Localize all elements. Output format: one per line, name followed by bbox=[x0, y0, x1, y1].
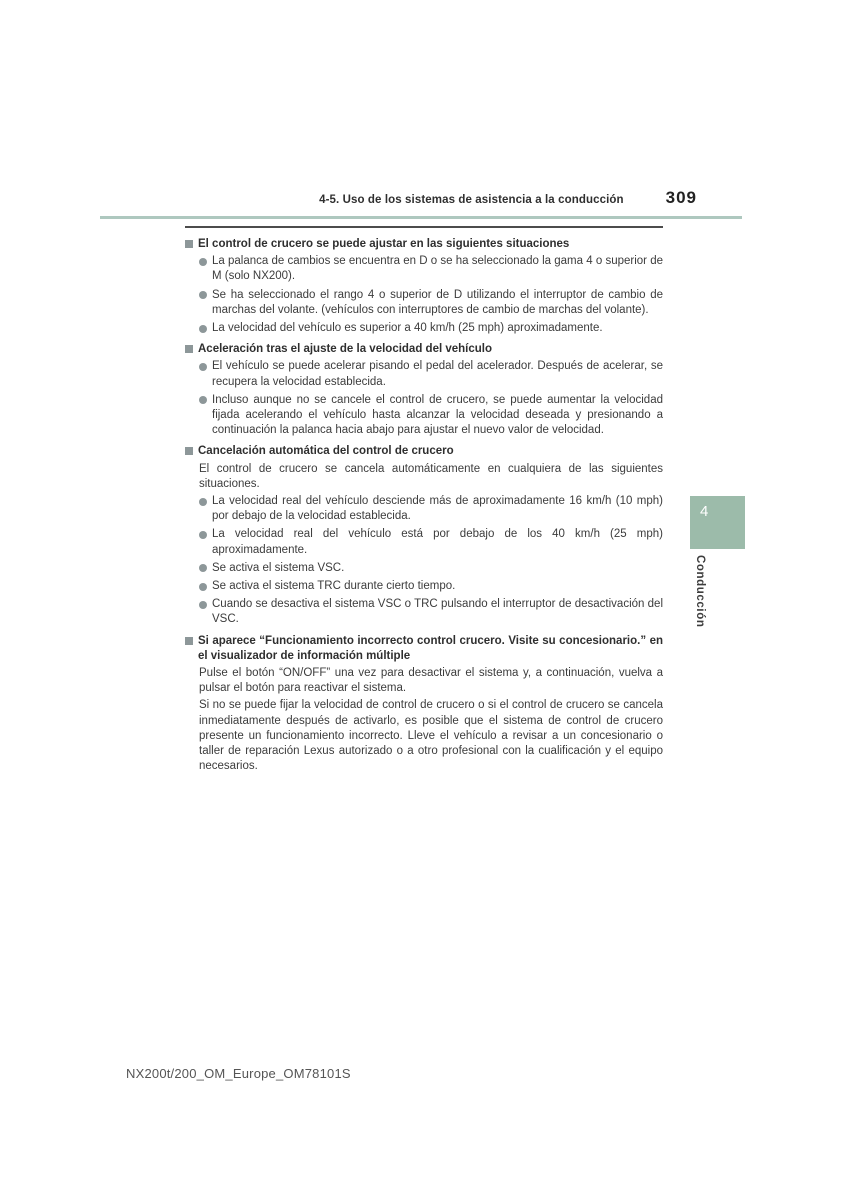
section-heading bbox=[185, 634, 663, 664]
list-item-text: La velocidad real del vehículo está por debajo de los 40 km/h (25 mph) aproximadamente. bbox=[212, 528, 663, 556]
page-header bbox=[319, 188, 697, 208]
content-top-rule bbox=[185, 226, 663, 228]
list-item-text: Cuando se desactiva el sistema VSC o TRC pulsando el interruptor de desactivación del VSC. bbox=[212, 598, 663, 626]
paragraph: Pulse el botón “ON/OFF” una vez para desactivar el sistema y, a continuación, vuelva a pulsar el botón para reactivar el sistema. bbox=[199, 667, 663, 695]
square-bullet-icon bbox=[185, 345, 193, 353]
list-item-text: La palanca de cambios se encuentra en D o se ha seleccionado la gama 4 o superior de M (solo NX200). bbox=[212, 255, 663, 283]
list-item-text: Se activa el sistema TRC durante cierto tiempo. bbox=[212, 580, 456, 593]
list-item bbox=[199, 597, 663, 627]
section-heading-text: Cancelación automática del control de crucero bbox=[198, 445, 454, 458]
header-accent-rule bbox=[100, 216, 742, 219]
circle-bullet-icon bbox=[199, 531, 207, 539]
list-item bbox=[199, 254, 663, 284]
list-item bbox=[199, 561, 663, 576]
list-item bbox=[199, 288, 663, 318]
list-item bbox=[199, 393, 663, 439]
page-number: 309 bbox=[665, 188, 697, 207]
circle-bullet-icon bbox=[199, 564, 207, 572]
chapter-label-vertical: Conducción bbox=[694, 555, 706, 628]
section-acceleration-after-set bbox=[185, 342, 663, 438]
list-item-text: La velocidad real del vehículo desciende más de aproximadamente 16 km/h (10 mph) por debajo de la velocidad establecida. bbox=[212, 495, 663, 523]
content-column bbox=[185, 237, 663, 777]
circle-bullet-icon bbox=[199, 583, 207, 591]
section-heading bbox=[185, 237, 663, 252]
section-cruise-adjust-conditions bbox=[185, 237, 663, 336]
circle-bullet-icon bbox=[199, 258, 207, 266]
chapter-number: 4 bbox=[700, 503, 709, 520]
square-bullet-icon bbox=[185, 637, 193, 645]
square-bullet-icon bbox=[185, 240, 193, 248]
circle-bullet-icon bbox=[199, 325, 207, 333]
section-heading-text: Aceleración tras el ajuste de la velocidad del vehículo bbox=[198, 343, 493, 356]
list-item bbox=[199, 321, 663, 336]
circle-bullet-icon bbox=[199, 498, 207, 506]
section-title: 4-5. Uso de los sistemas de asistencia a la conducción bbox=[319, 194, 624, 206]
section-heading-text: Si aparece “Funcionamiento incorrecto control crucero. Visite su concesionario.” en el visualizador de información múltiple bbox=[198, 634, 663, 662]
list-item bbox=[199, 579, 663, 594]
section-heading-text: El control de crucero se puede ajustar en las siguientes situaciones bbox=[198, 238, 570, 250]
paragraph: Si no se puede fijar la velocidad de control de crucero o si el control de crucero se cancela inmediatamente después de activarlo, es posible que el sistema de control de crucero presente un funcionamiento incorrecto. Lleve el vehículo a revisar a un concesionario o taller de reparación Lexus autorizado o a otro profesional con la cualificación y el equipo necesarios. bbox=[199, 699, 663, 773]
circle-bullet-icon bbox=[199, 396, 207, 404]
list-item bbox=[199, 494, 663, 524]
document-code: NX200t/200_OM_Europe_OM78101S bbox=[126, 1066, 351, 1081]
circle-bullet-icon bbox=[199, 601, 207, 609]
list-item-text: El vehículo se puede acelerar pisando el pedal del acelerador. Después de acelerar, se recupera la velocidad establecida. bbox=[212, 360, 663, 388]
section-heading bbox=[185, 444, 663, 459]
section-malfunction-message bbox=[185, 634, 663, 775]
list-item bbox=[199, 359, 663, 389]
circle-bullet-icon bbox=[199, 363, 207, 371]
paragraph: El control de crucero se cancela automáticamente en cualquiera de las siguientes situaciones. bbox=[199, 462, 663, 490]
list-item-text: La velocidad del vehículo es superior a 40 km/h (25 mph) aproximadamente. bbox=[212, 322, 603, 335]
circle-bullet-icon bbox=[199, 291, 207, 299]
list-item-text: Se ha seleccionado el rango 4 o superior de D utilizando el interruptor de cambio de marchas del volante. (vehículos con interruptores de cambio de marchas del volante). bbox=[212, 288, 663, 316]
chapter-tab bbox=[690, 496, 745, 549]
square-bullet-icon bbox=[185, 447, 193, 455]
list-item-text: Incluso aunque no se cancele el control de crucero, se puede aumentar la velocidad fijada acelerando el vehículo hasta alcanzar la velocidad deseada y presionando a continuación la palanca hacia abajo para ajustar el nuevo valor de velocidad. bbox=[212, 393, 663, 437]
list-item-text: Se activa el sistema VSC. bbox=[212, 561, 345, 574]
list-item bbox=[199, 527, 663, 557]
section-heading bbox=[185, 342, 663, 357]
section-automatic-cancellation bbox=[185, 444, 663, 627]
